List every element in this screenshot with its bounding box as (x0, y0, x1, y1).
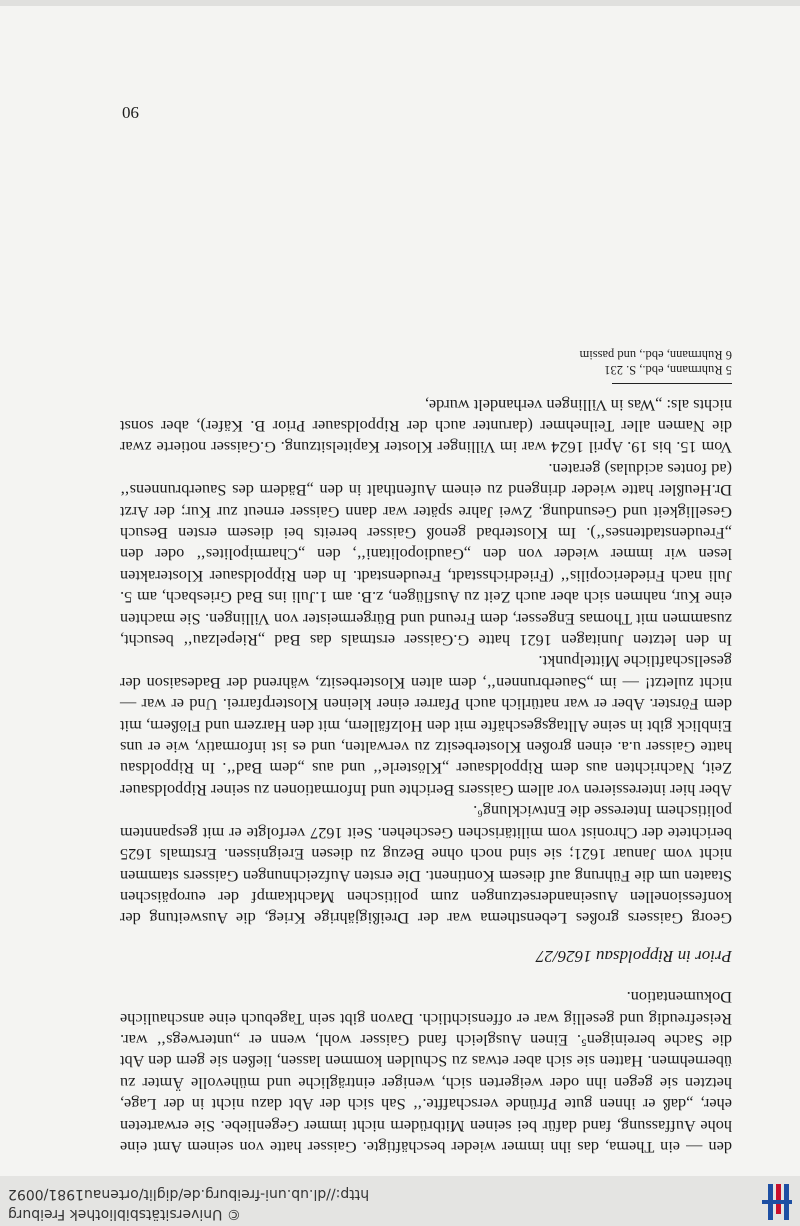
body-paragraph: Aber hier interessieren vor allem Gaissers Berichte und Informationen zu seiner Rippoldsauer Zeit, Nachrichten aus dem Rippoldsauer „Klösterle‘‘ und aus „dem Bad‘‘. In Rippoldsau hatte Gaisser u.a. einen großen Klosterbesitz zu verwalten, und es ist informativ, wie er uns Einblick gibt in seine Alltagsgeschäfte mit den Holzfällern, mit den Harzern und Flößern, mit dem Förster. Aber er war natürlich auch Pfarrer einer kleinen Klosterpfarrei. Und er war — nicht zuletzt! — im „Sauerbrunnen‘‘, dem alten Klosterbesitz, während der Badesaison der gesellschaftliche Mittelpunkt. (120, 652, 732, 800)
library-logo-icon (758, 1180, 792, 1224)
library-header-bar (0, 1176, 800, 1226)
body-paragraph: In den letzten Junitagen 1621 hatte G.Gaisser erstmals das Bad „Riepelzau‘‘ besucht, zusammen mit Thomas Engesser, dem Freund und Bürgermeister von Villingen. Sie machten eine Kur, nahmen sich aber auch Zeit zu Ausflügen, z.B. am 1.Juli ins Bad Griesbach, am 5. Juli nach Friedericopilis‘‘ (Friedrichsstadt, Freudenstadt. In den Rippoldsauer Klosterakten lesen wir immer wieder von den „Gaudiopolitani‘‘, den „Charmipolites‘‘ oder den „Freudenstadtenses‘‘). Im Klosterbad genoß Gaisser bereits bei diesem ersten Besuch Geselligkeit und Gesundung. Zwei Jahre später war dann Gaisser erneut zur Kur; der Arzt Dr.Heußler hatte wieder dringend zu einem Aufenthalt in den „Bädern des Sauerbrunnens‘‘ (ad fontes acidulas) geraten. (120, 459, 732, 651)
footnote: 6 Ruhrmann, ebd., und passim (579, 348, 732, 363)
section-heading: Prior in Rippoldsau 1626/27 (536, 946, 732, 966)
body-paragraph: den — ein Thema, das ihn immer wieder beschäftigte. Gaisser hatte von seinem Amt eine hohe Auffassung, fand dafür bei seinen Mitbrüdern nicht immer Gegenliebe. Sie erwarteten eher, „daß er ihnen gute Pfründe verschaffte.‘‘ Sah sich der Abt dazu nicht in der Lage, hetzten sie gegen ihn oder weigerten sich, weniger einträgliche und mühevolle Ämter zu übernehmen. Hatten sie sich aber etwas zu Schulden kommen lassen, ließen sie gern den Abt die Sache bereinigen⁵. Einen Ausgleich fand Gaisser wohl, wenn er „unterwegs‘‘ war. Reisefreudig und gesellig war er offensichtlich. Davon gibt sein Tagebuch eine anschauliche Dokumentation. (120, 988, 732, 1157)
source-url[interactable]: http://dl.ub.uni-freiburg.de/diglit/ortenau1981/0092 (8, 1186, 370, 1202)
body-paragraph: Georg Gaissers großes Lebensthema war der Dreißigjährige Krieg, die Ausweitung der konfessionellen Auseinandersetzungen zum politischen Machtkampf der europäischen Staaten um die Führung auf diesem Kontinent. Die ersten Aufzeichnungen Gaissers stammen nicht vom Januar 1621; sie sind noch ohne Bezug zu diesen Ereignissen. Erstmals 1625 berichtete der Chronist vom militärischen Geschehen. Seit 1627 verfolgte er mit gespanntem politischem Interesse die Entwicklung⁶. (120, 802, 732, 929)
footnotes (120, 347, 732, 377)
footnote-divider (612, 383, 732, 384)
bottom-strip (0, 0, 800, 6)
page-body (120, 347, 732, 1158)
copyright-text: © Universitätsbibliothek Freiburg (8, 1206, 241, 1222)
body-paragraph: Vom 15. bis 19. April 1624 war im Villinger Kloster Kapitelsitzung. G.Gaisser notierte zwar die Namen aller Teilnehmer (darunter auch der Rippoldsauer Prior B. Käfer), aber sonst nichts als: „Was in Villingen verhandelt wurde, (120, 395, 732, 458)
page-number: 90 (122, 103, 139, 122)
footnote: 5 Ruhrmann, ebd., S. 231 (604, 363, 732, 378)
